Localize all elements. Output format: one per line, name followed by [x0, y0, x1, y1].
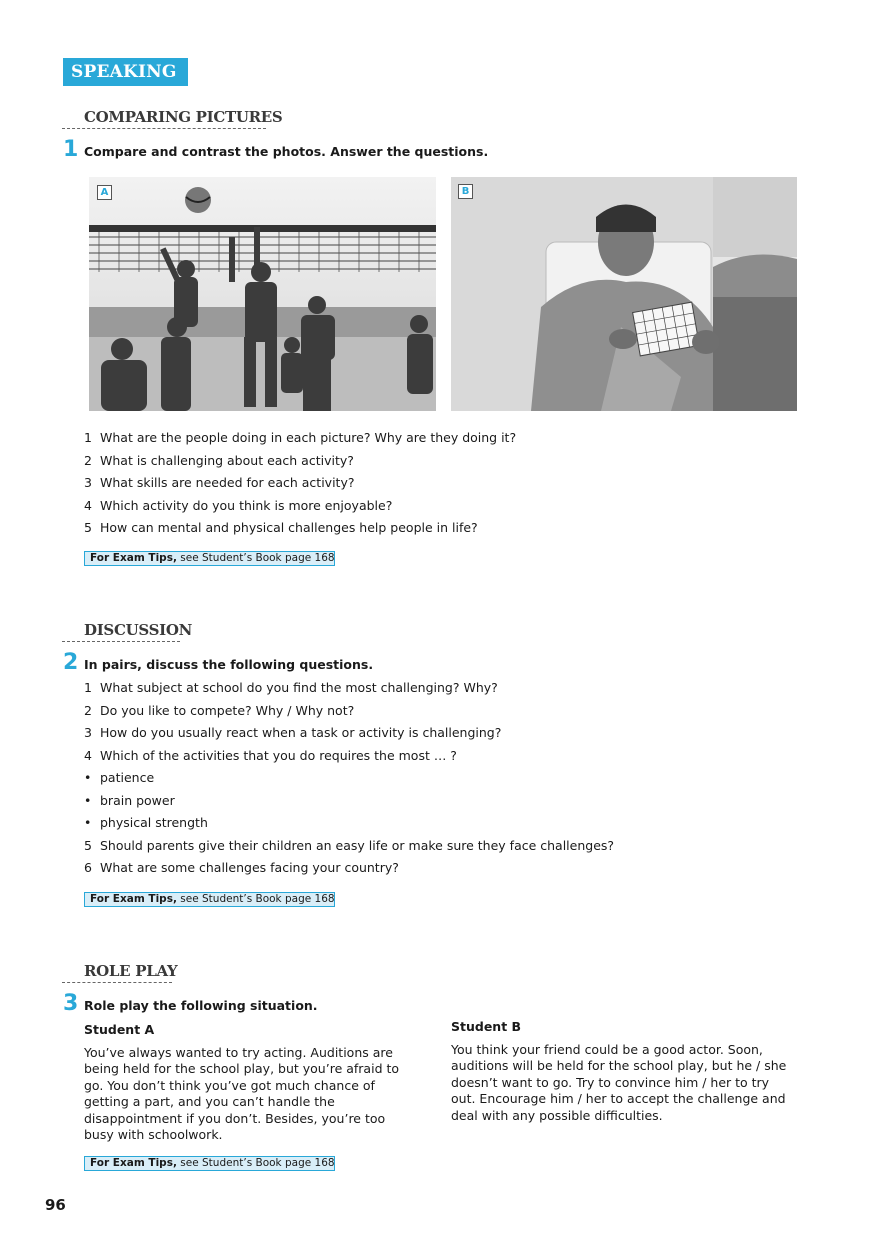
task-instruction: Compare and contrast the photos. Answer the questions.	[84, 144, 489, 159]
student-a-title: Student A	[84, 1022, 155, 1037]
section-heading-discussion: DISCUSSION	[84, 621, 193, 639]
exam-tip-label: For Exam Tips,	[90, 552, 177, 564]
question-list-2	[84, 677, 614, 880]
bullet-item: • patience	[84, 767, 614, 790]
list-item: 4 Which activity do you think is more enjoyable?	[84, 497, 393, 513]
question-list-1	[84, 427, 516, 540]
list-item: 3 How do you usually react when a task or activity is challenging?	[84, 725, 502, 740]
task-number: 2	[63, 650, 79, 675]
list-item: 3 What skills are needed for each activity?	[84, 475, 355, 490]
bullet-icon: •	[84, 792, 92, 808]
exam-tip-box[interactable]	[84, 892, 335, 907]
photo-b-crossword	[451, 177, 797, 411]
photo-b-label: B	[458, 184, 473, 199]
list-item: 4 Which of the activities that you do requires the most … ?	[84, 747, 457, 763]
task-number: 1	[63, 137, 79, 162]
bullet-icon: •	[84, 770, 92, 785]
task-number: 3	[63, 991, 79, 1016]
exam-tip-box[interactable]	[84, 551, 335, 566]
section-divider	[62, 128, 266, 129]
list-item: 5 How can mental and physical challenges help people in life?	[84, 520, 478, 535]
student-b-text: You think your friend could be a good actor. Soon, auditions will be held for the school play, but he / she doesn’t want to go. Try to convince him / her to try out. Encourage him / her to accept the challenge and deal with any possible difficulties.	[451, 1042, 787, 1123]
list-item: 1 What subject at school do you find the most challenging? Why?	[84, 680, 498, 695]
list-item: 6 What are some challenges facing your country?	[84, 860, 399, 875]
page-banner: SPEAKING 2	[63, 58, 188, 86]
photo-a-label: A	[97, 185, 112, 200]
task-instruction: Role play the following situation.	[84, 998, 318, 1013]
bullet-icon: •	[84, 815, 92, 830]
list-item: 5 Should parents give their children an easy life or make sure they face challenges?	[84, 837, 615, 853]
exam-tip-text: see Student’s Book page 168	[176, 552, 335, 564]
bullet-item: • brain power	[84, 790, 614, 813]
exam-tip-text: see Student’s Book page 168	[176, 893, 335, 905]
list-item: 2 Do you like to compete? Why / Why not?	[84, 702, 355, 718]
section-divider	[62, 641, 180, 642]
page-number: 96	[45, 1196, 66, 1214]
task-instruction: In pairs, discuss the following questions.	[84, 657, 374, 672]
list-item: 1 What are the people doing in each picture? Why are they doing it?	[84, 430, 517, 445]
photo-a-volleyball	[89, 177, 436, 411]
student-a-text: You’ve always wanted to try acting. Auditions are being held for the school play, but you’re afraid to go. You don’t think you’ve got much chance of getting a part, and you can’t handle the disappointment if you don’t. Besides, you’re too busy with schoolwork.	[84, 1045, 400, 1143]
section-heading-roleplay: ROLE PLAY	[84, 962, 178, 980]
exam-tip-box[interactable]	[84, 1156, 335, 1171]
exam-tip-label: For Exam Tips,	[90, 1157, 177, 1169]
section-divider	[62, 982, 172, 983]
exam-tip-label: For Exam Tips,	[90, 893, 177, 905]
student-b-title: Student B	[451, 1019, 522, 1034]
list-item: 2 What is challenging about each activity?	[84, 452, 354, 468]
section-heading-comparing: COMPARING PICTURES	[84, 108, 283, 126]
exam-tip-text: see Student’s Book page 168	[176, 1157, 335, 1169]
bullet-item: • physical strength	[84, 812, 614, 835]
